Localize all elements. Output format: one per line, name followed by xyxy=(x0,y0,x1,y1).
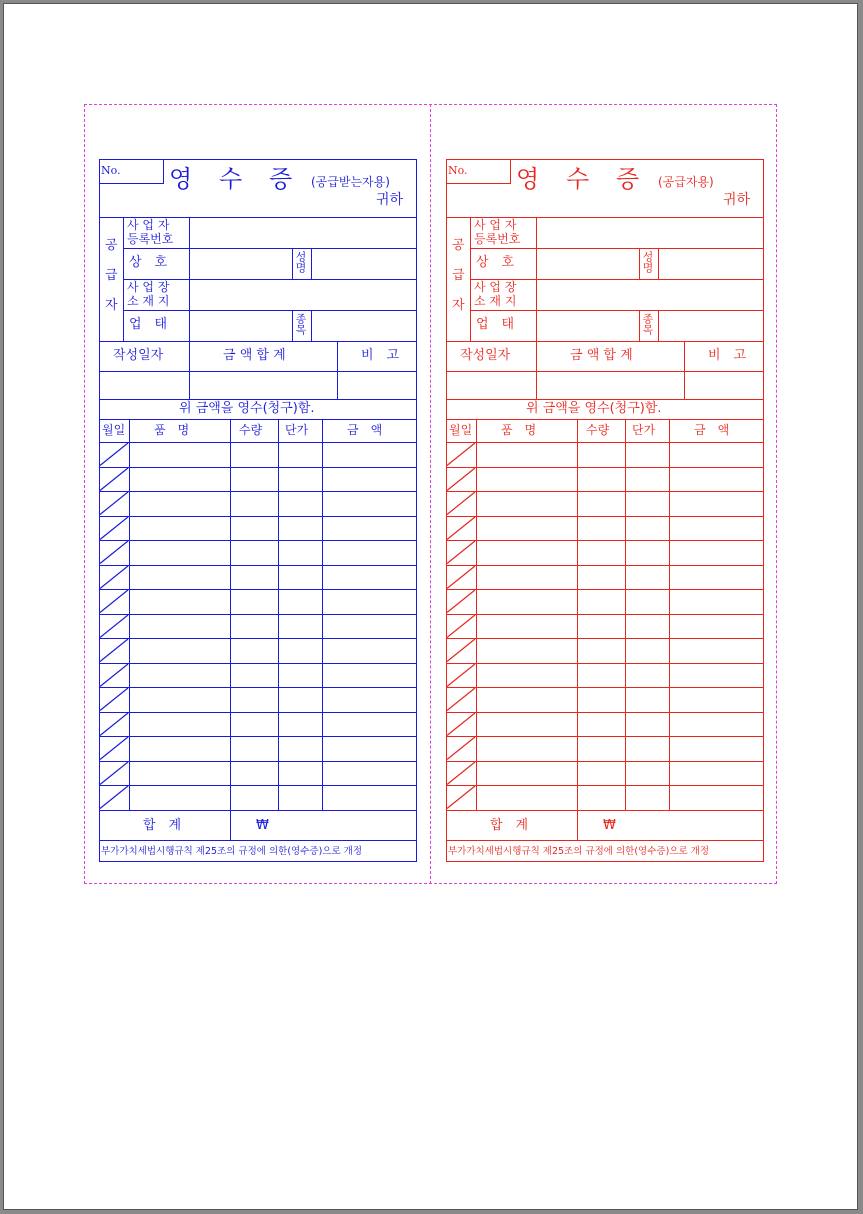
total-amount-label: 금 액 합 계 xyxy=(570,348,633,363)
slash-line xyxy=(100,737,128,760)
supplier-field[interactable] xyxy=(536,310,639,341)
date-cell-slash xyxy=(446,663,476,688)
slash-line xyxy=(100,713,128,736)
reg-no-label: 사 업 자 xyxy=(474,218,517,232)
date-cell-slash xyxy=(446,467,476,492)
slash-line xyxy=(447,468,475,491)
date-cell-slash xyxy=(99,467,129,492)
grid-line xyxy=(470,217,471,341)
slash-line xyxy=(100,566,128,589)
date-cell-slash xyxy=(99,712,129,737)
supplier-label: 공 xyxy=(452,238,465,253)
supplier-field[interactable] xyxy=(311,248,417,279)
table-row[interactable] xyxy=(446,491,764,516)
date-cell-slash xyxy=(446,638,476,663)
table-row[interactable] xyxy=(99,638,417,663)
column-header: 월일 xyxy=(102,423,126,437)
grid-line xyxy=(446,419,764,420)
address-label: 사 업 장 xyxy=(474,280,517,294)
slash-line xyxy=(447,443,475,466)
table-row[interactable] xyxy=(446,761,764,786)
name-label: 상 호 xyxy=(476,255,515,270)
table-row[interactable] xyxy=(446,589,764,614)
title-char: 증 xyxy=(616,165,640,193)
footer-note: 부가가치세법시행규칙 제25조의 규정에 의한(영수증)으로 개정 xyxy=(101,845,363,857)
slash-line xyxy=(447,566,475,589)
date-field[interactable] xyxy=(99,371,189,399)
slash-line xyxy=(100,468,128,491)
table-row[interactable] xyxy=(99,589,417,614)
supplier-label: 공 xyxy=(105,238,118,253)
table-row[interactable] xyxy=(99,491,417,516)
date-cell-slash xyxy=(446,785,476,810)
table-row[interactable] xyxy=(446,540,764,565)
slash-line xyxy=(100,664,128,687)
print-page xyxy=(3,3,858,1210)
supplier-label: 급 xyxy=(452,268,465,283)
date-cell-slash xyxy=(446,516,476,541)
date-cell-slash xyxy=(99,687,129,712)
title-char: 수 xyxy=(219,165,243,193)
reg-no-label: 등록번호 xyxy=(127,232,174,246)
slash-line xyxy=(447,713,475,736)
supplier-field[interactable] xyxy=(536,217,764,248)
grid-line xyxy=(99,399,417,400)
slash-line xyxy=(100,517,128,540)
date-cell-slash xyxy=(446,687,476,712)
slash-line xyxy=(100,443,128,466)
table-row[interactable] xyxy=(446,663,764,688)
date-cell-slash xyxy=(446,565,476,590)
supplier-field[interactable] xyxy=(189,217,417,248)
column-header: 금 액 xyxy=(694,423,730,437)
date-cell-slash xyxy=(446,761,476,786)
total-label: 합 계 xyxy=(143,817,182,833)
total-amount-field[interactable] xyxy=(536,371,684,399)
total-label: 합 계 xyxy=(490,817,529,833)
slash-line xyxy=(447,590,475,613)
grid-line xyxy=(446,399,764,400)
reg-no-label: 등록번호 xyxy=(474,232,521,246)
receipt-recipient-copy xyxy=(99,159,417,862)
rep-label: 성명 xyxy=(641,251,654,273)
supplier-field[interactable] xyxy=(658,310,764,341)
total-amount-field[interactable] xyxy=(189,371,337,399)
supplier-field[interactable] xyxy=(189,248,292,279)
total-field[interactable] xyxy=(230,810,417,840)
title-char: 영 xyxy=(169,165,193,193)
slash-line xyxy=(447,492,475,515)
address-label: 소 재 지 xyxy=(127,294,170,308)
remarks-field[interactable] xyxy=(337,371,417,399)
grid-line xyxy=(639,248,640,279)
date-cell-slash xyxy=(99,761,129,786)
grid-line xyxy=(639,310,640,341)
statement: 위 금액을 영수(청구)함. xyxy=(179,401,315,416)
slash-line xyxy=(447,664,475,687)
date-cell-slash xyxy=(99,516,129,541)
slash-line xyxy=(100,786,128,809)
address-label: 소 재 지 xyxy=(474,294,517,308)
date-cell-slash xyxy=(99,736,129,761)
table-row[interactable] xyxy=(446,516,764,541)
table-row[interactable] xyxy=(446,712,764,737)
table-row[interactable] xyxy=(446,785,764,810)
column-header: 수량 xyxy=(586,423,610,437)
slash-line xyxy=(447,688,475,711)
date-label: 작성일자 xyxy=(113,348,164,363)
title-char: 수 xyxy=(566,165,590,193)
slash-line xyxy=(447,786,475,809)
table-row[interactable] xyxy=(99,687,417,712)
honorific: 귀하 xyxy=(723,192,751,208)
won-sign: ₩ xyxy=(603,817,616,833)
table-row[interactable] xyxy=(99,761,417,786)
column-header: 월일 xyxy=(449,423,473,437)
table-row[interactable] xyxy=(99,712,417,737)
slash-line xyxy=(100,590,128,613)
table-row[interactable] xyxy=(99,442,417,467)
receipt-supplier-copy xyxy=(446,159,764,862)
address-label: 사 업 장 xyxy=(127,280,170,294)
date-cell-slash xyxy=(446,540,476,565)
supplier-field[interactable] xyxy=(189,279,417,310)
table-row[interactable] xyxy=(446,467,764,492)
title-char: 증 xyxy=(269,165,293,193)
no-label: No. xyxy=(448,164,468,177)
supplier-field[interactable] xyxy=(311,310,417,341)
no-label: No. xyxy=(101,164,121,177)
date-label: 작성일자 xyxy=(460,348,511,363)
date-cell-slash xyxy=(99,663,129,688)
total-amount-label: 금 액 합 계 xyxy=(223,348,286,363)
column-header: 품 명 xyxy=(154,423,190,437)
title-char: 영 xyxy=(516,165,540,193)
supplier-field[interactable] xyxy=(536,248,639,279)
slash-line xyxy=(100,615,128,638)
table-row[interactable] xyxy=(99,540,417,565)
date-cell-slash xyxy=(99,614,129,639)
date-cell-slash xyxy=(99,491,129,516)
supplier-field[interactable] xyxy=(658,248,764,279)
honorific: 귀하 xyxy=(376,192,404,208)
slash-line xyxy=(447,541,475,564)
remarks-label: 비 고 xyxy=(361,348,400,363)
column-header: 수량 xyxy=(239,423,263,437)
supplier-field[interactable] xyxy=(189,310,292,341)
grid-line xyxy=(99,419,417,420)
date-cell-slash xyxy=(99,442,129,467)
table-row[interactable] xyxy=(446,638,764,663)
slash-line xyxy=(447,517,475,540)
slash-line xyxy=(100,541,128,564)
column-header: 단가 xyxy=(632,423,656,437)
item-type-label: 종목 xyxy=(641,313,654,335)
slash-line xyxy=(100,639,128,662)
date-cell-slash xyxy=(99,785,129,810)
supplier-label: 자 xyxy=(105,298,118,313)
slash-line xyxy=(447,762,475,785)
cut-line-divider xyxy=(430,104,431,884)
rep-label: 성명 xyxy=(294,251,307,273)
copy-type: (공급자용) xyxy=(658,175,714,189)
supplier-label: 자 xyxy=(452,298,465,313)
date-cell-slash xyxy=(99,565,129,590)
table-row[interactable] xyxy=(446,736,764,761)
date-cell-slash xyxy=(99,540,129,565)
table-row[interactable] xyxy=(99,565,417,590)
table-row[interactable] xyxy=(99,663,417,688)
statement: 위 금액을 영수(청구)함. xyxy=(526,401,662,416)
won-sign: ₩ xyxy=(256,817,269,833)
date-cell-slash xyxy=(446,589,476,614)
name-label: 상 호 xyxy=(129,255,168,270)
table-row[interactable] xyxy=(99,785,417,810)
column-header: 단가 xyxy=(285,423,309,437)
slash-line xyxy=(100,492,128,515)
date-cell-slash xyxy=(99,589,129,614)
supplier-label: 급 xyxy=(105,268,118,283)
footer-note: 부가가치세법시행규칙 제25조의 규정에 의한(영수증)으로 개정 xyxy=(448,845,710,857)
grid-line xyxy=(292,310,293,341)
table-row[interactable] xyxy=(446,687,764,712)
date-field[interactable] xyxy=(446,371,536,399)
copy-type: (공급받는자용) xyxy=(311,175,390,189)
date-cell-slash xyxy=(446,712,476,737)
grid-line xyxy=(292,248,293,279)
slash-line xyxy=(447,737,475,760)
reg-no-label: 사 업 자 xyxy=(127,218,170,232)
slash-line xyxy=(447,615,475,638)
date-cell-slash xyxy=(446,442,476,467)
column-header: 품 명 xyxy=(501,423,537,437)
remarks-field[interactable] xyxy=(684,371,764,399)
grid-line xyxy=(99,840,417,841)
business-label: 업 태 xyxy=(129,317,168,332)
column-header: 금 액 xyxy=(347,423,383,437)
supplier-field[interactable] xyxy=(536,279,764,310)
table-row[interactable] xyxy=(99,736,417,761)
grid-line xyxy=(123,217,124,341)
table-row[interactable] xyxy=(446,614,764,639)
date-cell-slash xyxy=(446,614,476,639)
total-field[interactable] xyxy=(577,810,764,840)
remarks-label: 비 고 xyxy=(708,348,747,363)
item-type-label: 종목 xyxy=(294,313,307,335)
grid-line xyxy=(446,840,764,841)
table-row[interactable] xyxy=(99,467,417,492)
grid-line xyxy=(446,341,764,342)
table-row[interactable] xyxy=(446,565,764,590)
date-cell-slash xyxy=(446,736,476,761)
slash-line xyxy=(100,762,128,785)
grid-line xyxy=(99,341,417,342)
table-row[interactable] xyxy=(99,516,417,541)
date-cell-slash xyxy=(99,638,129,663)
table-row[interactable] xyxy=(99,614,417,639)
table-row[interactable] xyxy=(446,442,764,467)
business-label: 업 태 xyxy=(476,317,515,332)
slash-line xyxy=(447,639,475,662)
slash-line xyxy=(100,688,128,711)
date-cell-slash xyxy=(446,491,476,516)
